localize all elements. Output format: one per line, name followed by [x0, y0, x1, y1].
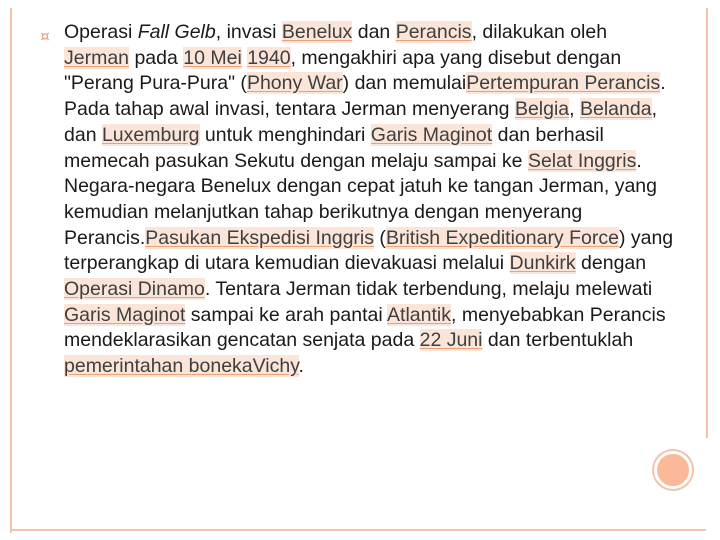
bottom-frame-line [12, 529, 706, 531]
left-frame-line [10, 8, 12, 533]
link-operasi-dinamo[interactable]: Operasi Dinamo [64, 278, 205, 301]
link-belanda[interactable]: Belanda [580, 98, 652, 121]
text-run: ) dan memulai [342, 72, 467, 95]
text-run: , dilakukan oleh [471, 21, 608, 43]
text-run: . Negara-negara Benelux dengan cepat jatuh ke tangan Jerman, yang kemudian melanjutkan tahap berikutnya dengan menyerang Perancis. [64, 149, 657, 249]
text-run: ) yang terperangkap di utara kemudian dievakuasi melalui [64, 226, 674, 275]
text-run-italic: Fall Gelb [137, 21, 216, 43]
text-run: dan terbentuklah [482, 329, 634, 352]
bullet-icon: ¤ [40, 27, 50, 45]
text-run: dengan [575, 252, 647, 275]
paragraph [64, 20, 676, 380]
text-run: ( [374, 226, 386, 249]
text-run: sampai ke arah pantai [185, 303, 388, 326]
link-vichy[interactable]: Vichy [252, 355, 299, 378]
link-pasukan-ekspedisi-inggris[interactable]: Pasukan Ekspedisi Inggris [145, 226, 375, 249]
link-garis-maginot[interactable]: Garis Maginot [370, 123, 493, 146]
link-pemerintahan-boneka[interactable]: pemerintahan boneka [64, 355, 253, 378]
link-1940[interactable]: 1940 [247, 46, 291, 69]
text-run: , invasi [215, 21, 282, 43]
link-benelux[interactable]: Benelux [281, 21, 353, 43]
text-run: dan berhasil memecah pasukan Sekutu dengan melaju sampai ke [64, 123, 604, 172]
text-run: pada [129, 46, 184, 69]
link-22-juni[interactable]: 22 Juni [419, 329, 483, 352]
link-garis-maginot-2[interactable]: Garis Maginot [64, 303, 186, 326]
link-british-expeditionary-force[interactable]: British Expeditionary Force [385, 226, 619, 249]
text-run: . [298, 355, 304, 378]
link-luxemburg[interactable]: Luxemburg [101, 123, 200, 146]
text-run: , menyebabkan Perancis mendeklarasikan gencatan senjata pada [64, 303, 666, 352]
link-atlantik[interactable]: Atlantik [387, 303, 451, 326]
text-run: untuk menghindari [199, 123, 371, 146]
link-jerman[interactable]: Jerman [64, 46, 130, 69]
link-selat-inggris[interactable]: Selat Inggris [527, 149, 637, 172]
link-phony-war[interactable]: Phony War [246, 72, 343, 95]
right-frame-line [706, 8, 708, 438]
text-run: . Tentara Jerman tidak terbendung, melaju melewati [204, 278, 653, 301]
link-dunkirk[interactable]: Dunkirk [509, 252, 576, 275]
text-run: , [569, 98, 580, 121]
text-run: . Pada tahap awal invasi, tentara Jerman menyerang [64, 72, 666, 121]
decorative-circle [654, 451, 692, 489]
text-run: dan [352, 21, 396, 43]
link-pertempuran-perancis[interactable]: Pertempuran Perancis [466, 72, 661, 95]
link-perancis[interactable]: Perancis [395, 21, 472, 43]
text-run: , mengakhiri apa yang disebut dengan "Perang Pura-Pura" ( [64, 46, 622, 95]
link-10-mei[interactable]: 10 Mei [183, 46, 242, 69]
text-run: , dan [64, 98, 657, 146]
text-run: Operasi [64, 21, 138, 43]
link-belgia[interactable]: Belgia [514, 98, 570, 121]
